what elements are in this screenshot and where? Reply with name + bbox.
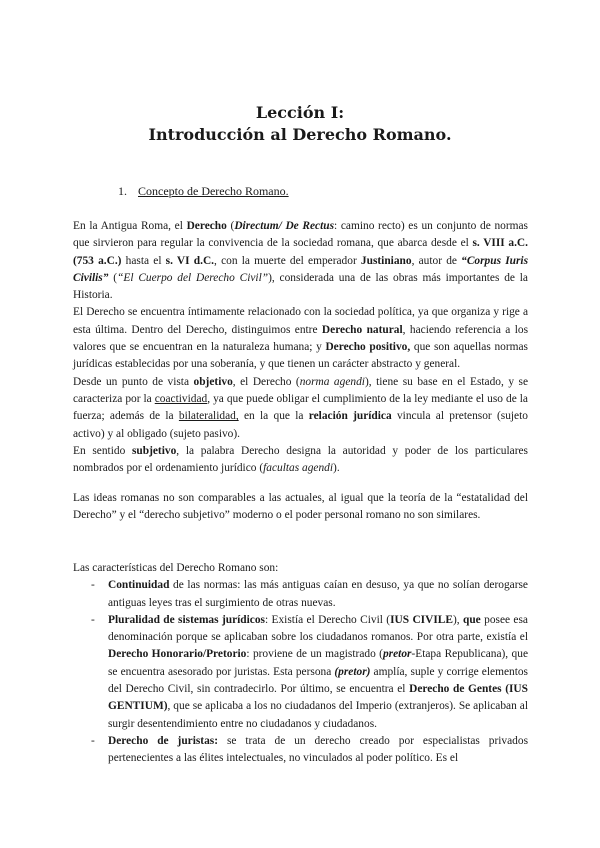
list-item-juristas	[73, 733, 528, 768]
text-run: hasta el	[121, 254, 166, 267]
text-bold: Derecho de juristas:	[108, 734, 219, 747]
text-bold: Continuidad	[108, 579, 170, 592]
text-bold: Justiniano	[360, 254, 412, 267]
text-run: ), tiene su base en el Estado, y se caracteriza por la	[73, 375, 529, 405]
text-run: en la que la	[238, 410, 309, 423]
body-block-2	[73, 490, 528, 525]
text-run: , la palabra Derecho designa la autoridad y poder de los particulares nombrados por el ordenamiento jurídico (	[73, 444, 528, 475]
text-bold: subjetivo	[131, 444, 177, 457]
characteristics-list	[73, 577, 528, 767]
text-run: : Existía el Derecho Civil (	[264, 613, 391, 626]
paragraph-natural-positive	[73, 304, 528, 373]
text-bold: Derecho Honorario/Pretorio	[108, 648, 247, 661]
text-bold: Derecho de Gentes (IUS GENTIUM)	[108, 683, 528, 713]
bullet-dash: -	[91, 734, 95, 747]
text-run: , el Derecho (	[232, 375, 300, 388]
list-item-continuidad	[73, 577, 528, 612]
text-bold: IUS CIVILE	[390, 613, 453, 626]
text-run: se trata de un derecho creado por especialistas privados pertenecientes a las élites intelectuales, no vinculados al poder político. Es el	[108, 734, 529, 765]
text-run: , que se aplicaba a los no ciudadanos del Imperio (extranjeros). Se aplicaban al surgir desentendimiento entre no ciudadanos y ciudadanos.	[108, 700, 528, 730]
text-run: , haciendo referencia a los valores que se encuentran en la naturaleza humana; y	[73, 323, 528, 354]
text-run: El Derecho se encuentra íntimamente relacionado con la sociedad política, ya que organiza y rige a esta última. Dentro del Derecho, distinguimos entre	[73, 306, 528, 336]
text-run: -Etapa Republicana), que se encuentra asesorado por juristas. Esta persona	[108, 648, 529, 678]
text-bold: Pluralidad de sistemas jurídicos	[108, 613, 265, 626]
text-bold: Derecho natural	[321, 323, 403, 336]
text-bold-italic: (pretor)	[334, 665, 371, 678]
bullet-dash: -	[91, 613, 95, 626]
text-bold-italic: “Corpus Iuris Civilis”	[73, 254, 529, 284]
text-run: : proviene de un magistrado (	[246, 648, 383, 661]
text-bold: relación jurídica	[308, 410, 392, 423]
paragraph-objective	[73, 374, 528, 443]
text-run: ).	[333, 462, 340, 475]
text-bold: que	[463, 613, 481, 626]
paragraph-subjective	[73, 443, 528, 478]
text-bold: objetivo	[193, 375, 233, 388]
section-title: Concepto de Derecho Romano.	[138, 184, 289, 198]
text-run: , autor de	[411, 254, 462, 267]
list-item-pluralidad	[73, 612, 528, 733]
text-run: : camino recto) es un conjunto de normas que sirvieron para regular la convivencia de la sociedad romana, que abarca desde el	[73, 220, 528, 250]
text-bold: s. VIII a.C. (753 a.C.)	[73, 237, 528, 267]
text-run: posee esa denominación porque se aplicaban sobre los ciudadanos romanos. Por otra parte, existía el	[108, 613, 528, 644]
text-bold: s. VI d.C.	[165, 254, 215, 267]
text-run: , ya que puede obligar el cumplimiento de la ley mediante el uso de la fuerza; además de la	[73, 392, 528, 423]
text-run: , con la muerte del emperador	[214, 254, 361, 267]
text-bold-italic: Directum/ De Rectus	[234, 220, 335, 232]
text-run: vincula al pretensor (sujeto activo) y al obligado (sujeto pasivo).	[73, 410, 528, 440]
text-run: (	[226, 220, 235, 232]
text-italic: facultas agendi	[263, 462, 334, 475]
text-run: En sentido	[73, 444, 132, 457]
text-bold-italic: pretor	[382, 648, 412, 661]
text-underline: coactividad	[154, 392, 208, 405]
text-run: de las normas: las más antiguas caían en desuso, ya que no solían derogarse antiguas leyes tras el surgimiento de otras nuevas.	[108, 579, 528, 609]
text-bold: Derecho positivo,	[325, 341, 411, 354]
text-underline: bilateralidad,	[178, 410, 239, 423]
text-italic: norma agendi	[299, 375, 365, 388]
text-run: amplía, suple y corrige elementos del Derecho Civil, sin contradecirlo. Por último, se encuentra el	[108, 665, 528, 696]
text-run: Desde un punto de vista	[73, 375, 194, 388]
bullet-dash: -	[91, 579, 95, 592]
lesson-title: Introducción al Derecho Romano.	[148, 125, 452, 144]
text-run: (	[108, 271, 118, 284]
section-number: 1.	[118, 184, 127, 198]
text-run: En la Antigua Roma, el	[73, 220, 187, 232]
paragraph-comparison: Las ideas romanas no son comparables a las actuales, al igual que la teoría de la “estatalidad del Derecho” y el “derecho subjetivo” moderno o el poder personal romano no son similares.	[73, 492, 528, 522]
paragraph-definition	[73, 218, 528, 304]
paragraph-characteristics-intro: Las características del Derecho Romano son:	[73, 562, 279, 574]
text-run: ),	[452, 613, 463, 626]
body-block-3	[73, 560, 528, 768]
text-run: que son aquellas normas jurídicas establecidas por una soberanía, y que tienen un carácter abstracto y general.	[73, 341, 528, 371]
text-run: ), considerada una de las obras más importantes de la Historia.	[73, 271, 528, 302]
text-italic: “El Cuerpo del Derecho Civil”	[117, 271, 269, 284]
body-block-1	[73, 218, 528, 477]
lesson-number: Lección I:	[255, 103, 345, 122]
text-bold: Derecho	[186, 220, 227, 232]
